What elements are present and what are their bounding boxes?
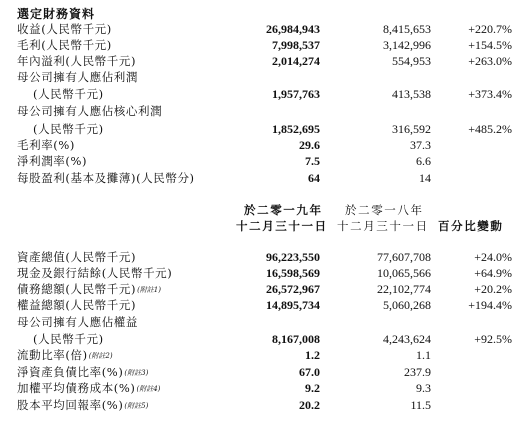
value-2019: 1,852,695 — [272, 122, 320, 136]
percent-change: +20.2% — [474, 282, 512, 296]
table-row — [0, 281, 532, 297]
value-2018: 3,142,996 — [383, 38, 431, 52]
value-2018: 316,592 — [392, 122, 431, 136]
value-2019: 67.0 — [299, 365, 320, 379]
row-label: 毛利率(%) — [17, 138, 75, 152]
table-row — [0, 21, 532, 37]
table-row — [0, 364, 532, 380]
value-2019: 29.6 — [299, 138, 320, 152]
table-row — [0, 380, 532, 396]
value-2019: 26,984,943 — [266, 22, 320, 36]
table-row — [0, 297, 532, 313]
row-label: 年內溢利(人民幣千元) — [17, 54, 137, 68]
table-row — [0, 86, 532, 102]
table-row — [0, 397, 532, 413]
footnote-ref: (附註1) — [137, 286, 161, 294]
value-2019: 16,598,569 — [266, 266, 320, 280]
value-2018: 5,060,268 — [383, 298, 431, 312]
footnote-ref: (附註2) — [88, 352, 113, 360]
percent-change: +154.5% — [468, 38, 512, 52]
value-2018: 22,102,774 — [377, 282, 431, 296]
row-label: 毛利(人民幣千元) — [17, 38, 112, 52]
column-header-2018-line2: 十二月三十一日 — [337, 219, 429, 233]
value-2019: 96,223,550 — [266, 250, 320, 264]
column-header-2019-line1: 於二零一九年 — [244, 203, 323, 217]
footnote-ref: (附註5) — [124, 402, 149, 410]
table-row — [0, 121, 532, 137]
row-label: 收益(人民幣千元) — [17, 22, 112, 36]
value-2018: 10,065,566 — [377, 266, 431, 280]
table-row — [0, 249, 532, 265]
row-label: 股本平均回報率(%)(附註5) — [17, 398, 149, 412]
value-2019: 9.2 — [305, 381, 320, 395]
value-2018: 554,953 — [392, 54, 431, 68]
column-header-percent-change: 百分比變動 — [438, 219, 504, 233]
value-2019: 64 — [308, 171, 320, 185]
table-row — [0, 37, 532, 53]
table-row — [0, 265, 532, 281]
row-label: (人民幣千元) — [33, 87, 104, 101]
value-2019: 20.2 — [299, 398, 320, 412]
footnote-ref: (附註3) — [124, 369, 149, 377]
section-title: 選定財務資料 — [17, 7, 96, 21]
row-label: 淨資產負債比率(%)(附註3) — [17, 365, 149, 379]
row-label: 淨利潤率(%) — [17, 154, 88, 168]
row-label: 母公司擁有人應佔利潤 — [17, 70, 138, 84]
row-label: 資產總值(人民幣千元) — [17, 250, 137, 264]
value-2019: 26,572,967 — [266, 282, 320, 296]
value-2018: 77,607,708 — [377, 250, 431, 264]
value-2018: 413,538 — [392, 87, 431, 101]
row-label: 現金及銀行結餘(人民幣千元) — [17, 266, 173, 280]
row-label: 每股盈利(基本及攤薄)(人民幣分) — [17, 171, 195, 185]
value-2019: 8,167,008 — [272, 332, 320, 346]
value-2019: 7.5 — [305, 154, 320, 168]
value-2018: 8,415,653 — [383, 22, 431, 36]
table-row — [0, 103, 532, 119]
row-label: 權益總額(人民幣千元) — [17, 298, 137, 312]
value-2018: 1.1 — [416, 348, 431, 362]
footnote-ref: (附註4) — [136, 385, 161, 393]
row-label: 流動比率(倍)(附註2) — [17, 348, 113, 362]
row-label: (人民幣千元) — [33, 332, 104, 346]
percent-change: +92.5% — [474, 332, 512, 346]
percent-change: +64.9% — [474, 266, 512, 280]
percent-change: +263.0% — [468, 54, 512, 68]
value-2019: 1.2 — [305, 348, 320, 362]
table-row — [0, 137, 532, 153]
table-row — [0, 331, 532, 347]
table-row — [0, 170, 532, 186]
row-label: 加權平均債務成本(%)(附註4) — [17, 381, 161, 395]
row-label: (人民幣千元) — [33, 122, 104, 136]
value-2019: 7,998,537 — [272, 38, 320, 52]
percent-change: +24.0% — [474, 250, 512, 264]
value-2018: 237.9 — [404, 365, 431, 379]
table-row — [0, 53, 532, 69]
value-2018: 9.3 — [416, 381, 431, 395]
table-row — [0, 347, 532, 363]
row-label: 母公司擁有人應佔權益 — [17, 315, 138, 329]
row-label: 債務總額(人民幣千元)(附註1) — [17, 282, 161, 296]
value-2018: 6.6 — [416, 154, 431, 168]
row-label: 母公司擁有人應佔核心利潤 — [17, 104, 163, 118]
table-row — [0, 314, 532, 330]
value-2019: 1,957,763 — [272, 87, 320, 101]
value-2018: 11.5 — [410, 398, 431, 412]
column-header-2019-line2: 十二月三十一日 — [236, 219, 328, 233]
percent-change: +485.2% — [468, 122, 512, 136]
table-row — [0, 153, 532, 169]
percent-change: +373.4% — [468, 87, 512, 101]
table-row — [0, 69, 532, 85]
percent-change: +194.4% — [468, 298, 512, 312]
value-2019: 14,895,734 — [266, 298, 320, 312]
value-2018: 4,243,624 — [383, 332, 431, 346]
value-2018: 14 — [419, 171, 431, 185]
column-header-2018-line1: 於二零一八年 — [345, 203, 424, 217]
value-2019: 2,014,274 — [272, 54, 320, 68]
value-2018: 37.3 — [410, 138, 431, 152]
percent-change: +220.7% — [468, 22, 512, 36]
